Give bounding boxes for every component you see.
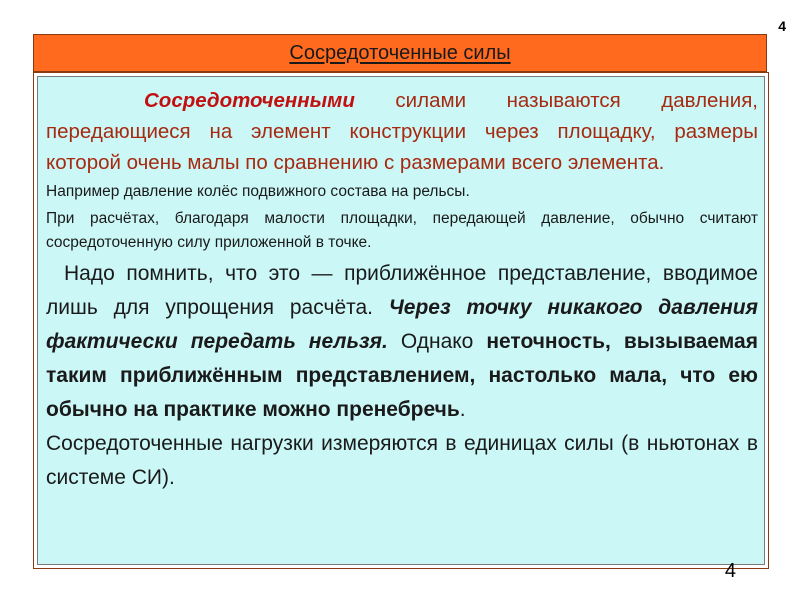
definition-paragraph: [46, 85, 758, 178]
remember-text-2: Однако: [387, 330, 487, 353]
remember-paragraph: [46, 257, 758, 427]
title-bar: [33, 34, 767, 72]
definition-text: силами называются давления, передающиеся на элемент конструкции через площадку, размеры которой очень малы по сравнению с размерами всего элемента.: [46, 89, 758, 174]
definition-lead-term: Сосредоточенными: [144, 89, 355, 112]
calculation-paragraph: При расчётах, благодаря малости площадки, передающей давление, обычно считают сосредоточенную силу приложенной в точке.: [46, 210, 758, 251]
remember-text-1: Надо помнить, что это — приближённое представление, вводимое лишь для упрощения расчёта.: [46, 262, 758, 319]
page-number-top: 4: [778, 18, 786, 34]
remember-text-3: .: [459, 398, 466, 421]
page-number-bottom: 4: [724, 560, 736, 582]
content-box: [37, 76, 765, 565]
remember-emphasis-bold: неточность, вызываемая таким приближённым представлением, настолько мала, что ею обычно на практике можно пренебречь: [46, 330, 758, 421]
units-paragraph: Сосредоточенные нагрузки измеряются в единицах силы (в ньютонах в системе СИ).: [46, 432, 758, 489]
slide-title: Сосредоточенные силы: [289, 41, 511, 64]
remember-emphasis-italic: Через точку никакого давления фактически передать нельзя.: [46, 296, 758, 353]
example-paragraph: Например давление колёс подвижного состава на рельсы.: [46, 183, 470, 200]
content-frame: [33, 72, 769, 569]
